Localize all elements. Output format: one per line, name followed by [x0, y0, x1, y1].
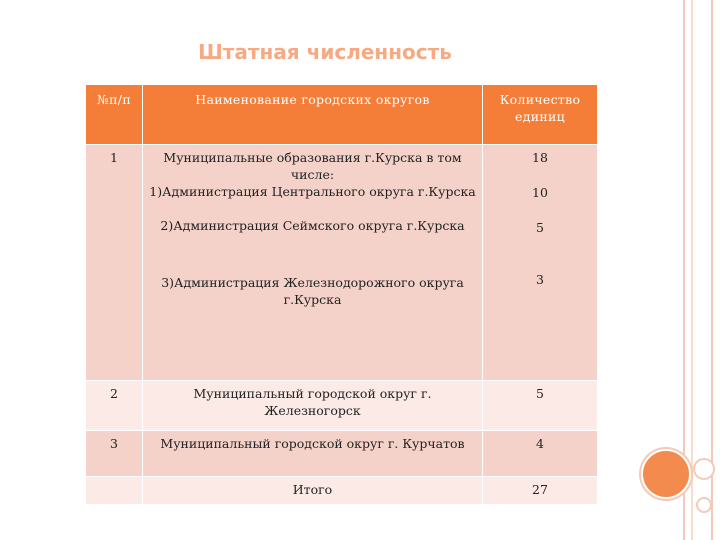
decorative-circle-small [693, 458, 715, 480]
row-number: 1 [86, 145, 143, 381]
table-row [86, 431, 598, 477]
slide-title: Штатная численность [198, 40, 452, 64]
table-row [86, 381, 598, 431]
decorative-frame-line [691, 0, 693, 540]
total-label: Итого [143, 477, 483, 505]
row-name: Муниципальный городской округ г. Железногорск [143, 381, 483, 431]
decorative-circle-small [696, 497, 712, 513]
table-total-row [86, 477, 598, 505]
row-name-intro: Муниципальные образования г.Курска в том числе: [163, 150, 462, 182]
row-count: 5 [483, 381, 598, 431]
row-count: 3 [536, 272, 544, 287]
table-row [86, 145, 598, 381]
row-number: 2 [86, 381, 143, 431]
row-count: 18 [532, 150, 548, 165]
header-number: №п/п [86, 85, 143, 145]
header-name: Наименование городских округов [143, 85, 483, 145]
row-name: Муниципальный городской округ г. Курчатов [143, 431, 483, 477]
row-name-sub: 2)Администрация Сеймского округа г.Курска [160, 218, 465, 233]
row-name-sub: 1)Администрация Центрального округа г.Курска [149, 184, 476, 199]
row-number: 3 [86, 431, 143, 477]
table-header-row [86, 85, 598, 145]
row-name-cell [143, 145, 483, 381]
row-name-sub: 3)Администрация Железнодорожного округа г.Курска [161, 275, 464, 307]
decorative-circle-large [641, 449, 691, 499]
header-count: Количество единиц [483, 85, 598, 145]
row-count: 4 [483, 431, 598, 477]
row-count: 5 [536, 220, 544, 235]
staff-table [85, 84, 598, 505]
total-number-empty [86, 477, 143, 505]
row-count-cell [483, 145, 598, 381]
decorative-frame-line [711, 0, 713, 540]
total-count: 27 [483, 477, 598, 505]
row-count: 10 [532, 185, 548, 200]
